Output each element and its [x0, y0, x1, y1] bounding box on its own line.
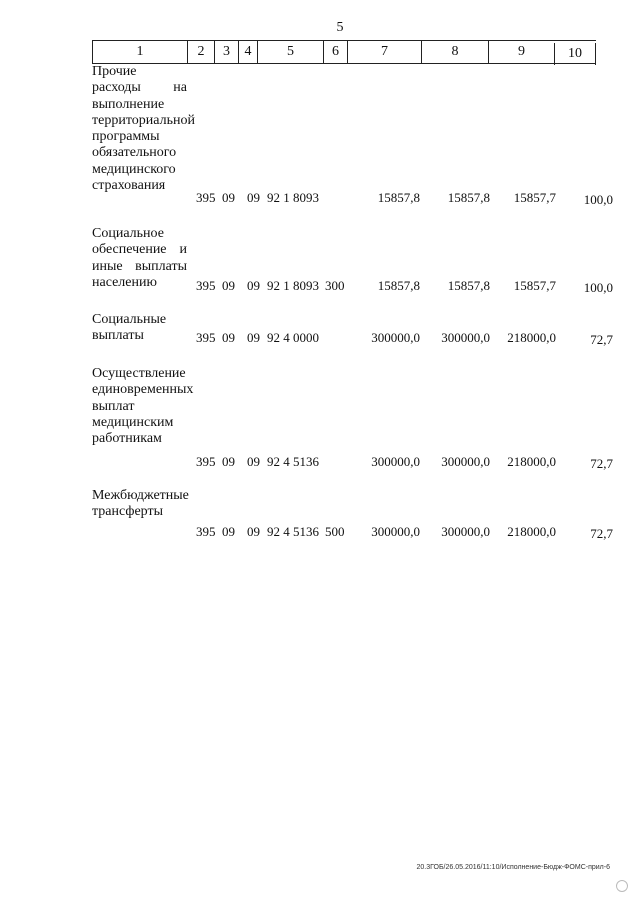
cell-col-10: 72,7: [590, 332, 613, 347]
cell-col-4: 09: [247, 330, 260, 345]
cell-col-7: 300000,0: [371, 330, 420, 345]
header-col-1: 1: [92, 41, 187, 63]
header-col-5: 5: [257, 41, 323, 63]
header-col-3: 3: [214, 41, 238, 63]
cell-col-3: 09: [222, 330, 235, 345]
cell-col-8: 300000,0: [441, 454, 490, 469]
row-description: Осуществление единовременных выплат медицинским работникам: [92, 366, 194, 447]
cell-col-3: 09: [222, 190, 235, 205]
cell-col-8: 15857,8: [447, 278, 490, 293]
footer-note: 20.3ГОБ/26.05.2016/11:10/Исполнение-Бюдж-ФОМС-прил-6: [416, 864, 610, 871]
cell-col-2: 395: [196, 524, 216, 539]
cell-col-5: 92 1 8093: [267, 190, 319, 205]
cell-col-4: 09: [247, 278, 260, 293]
cell-col-7: 15857,8: [377, 190, 420, 205]
header-col-9: 9: [488, 41, 554, 63]
cell-col-4: 09: [247, 454, 260, 469]
cell-col-2: 395: [196, 330, 216, 345]
header-col-4: 4: [238, 41, 257, 63]
corner-mark: [616, 880, 628, 892]
row-description: Социальное обеспечение и иные выплаты населению: [92, 226, 187, 290]
page-number: 5: [336, 20, 344, 35]
row-description: Прочие расходы на выполнение территориальной программы обязательного медицинского страхования: [92, 64, 195, 194]
cell-col-3: 09: [222, 524, 235, 539]
cell-col-5: 92 1 8093: [267, 278, 319, 293]
table-header: [92, 40, 596, 64]
cell-col-4: 09: [247, 190, 260, 205]
cell-col-7: 300000,0: [371, 454, 420, 469]
cell-col-6: 500: [325, 524, 345, 539]
cell-col-6: 300: [325, 278, 345, 293]
cell-col-10: 72,7: [590, 526, 613, 541]
header-col-8: 8: [421, 41, 488, 63]
cell-col-5: 92 4 5136: [267, 524, 319, 539]
cell-col-3: 09: [222, 454, 235, 469]
cell-col-2: 395: [196, 190, 216, 205]
cell-col-9: 15857,7: [513, 278, 556, 293]
cell-col-2: 395: [196, 278, 216, 293]
cell-col-7: 300000,0: [371, 524, 420, 539]
header-col-10: 10: [554, 43, 596, 65]
cell-col-5: 92 4 5136: [267, 454, 319, 469]
row-description: Социальные выплаты: [92, 312, 167, 344]
cell-col-10: 100,0: [583, 192, 613, 207]
cell-col-9: 218000,0: [507, 330, 556, 345]
cell-col-10: 100,0: [583, 280, 613, 295]
cell-col-7: 15857,8: [377, 278, 420, 293]
cell-col-10: 72,7: [590, 456, 613, 471]
cell-col-3: 09: [222, 278, 235, 293]
header-col-6: 6: [323, 41, 347, 63]
row-description: Межбюджетные трансферты: [92, 488, 189, 520]
header-col-2: 2: [187, 41, 214, 63]
cell-col-8: 15857,8: [447, 190, 490, 205]
cell-col-4: 09: [247, 524, 260, 539]
cell-col-8: 300000,0: [441, 330, 490, 345]
cell-col-9: 15857,7: [513, 190, 556, 205]
cell-col-9: 218000,0: [507, 524, 556, 539]
cell-col-9: 218000,0: [507, 454, 556, 469]
header-col-7: 7: [347, 41, 421, 63]
cell-col-5: 92 4 0000: [267, 330, 319, 345]
cell-col-2: 395: [196, 454, 216, 469]
cell-col-8: 300000,0: [441, 524, 490, 539]
